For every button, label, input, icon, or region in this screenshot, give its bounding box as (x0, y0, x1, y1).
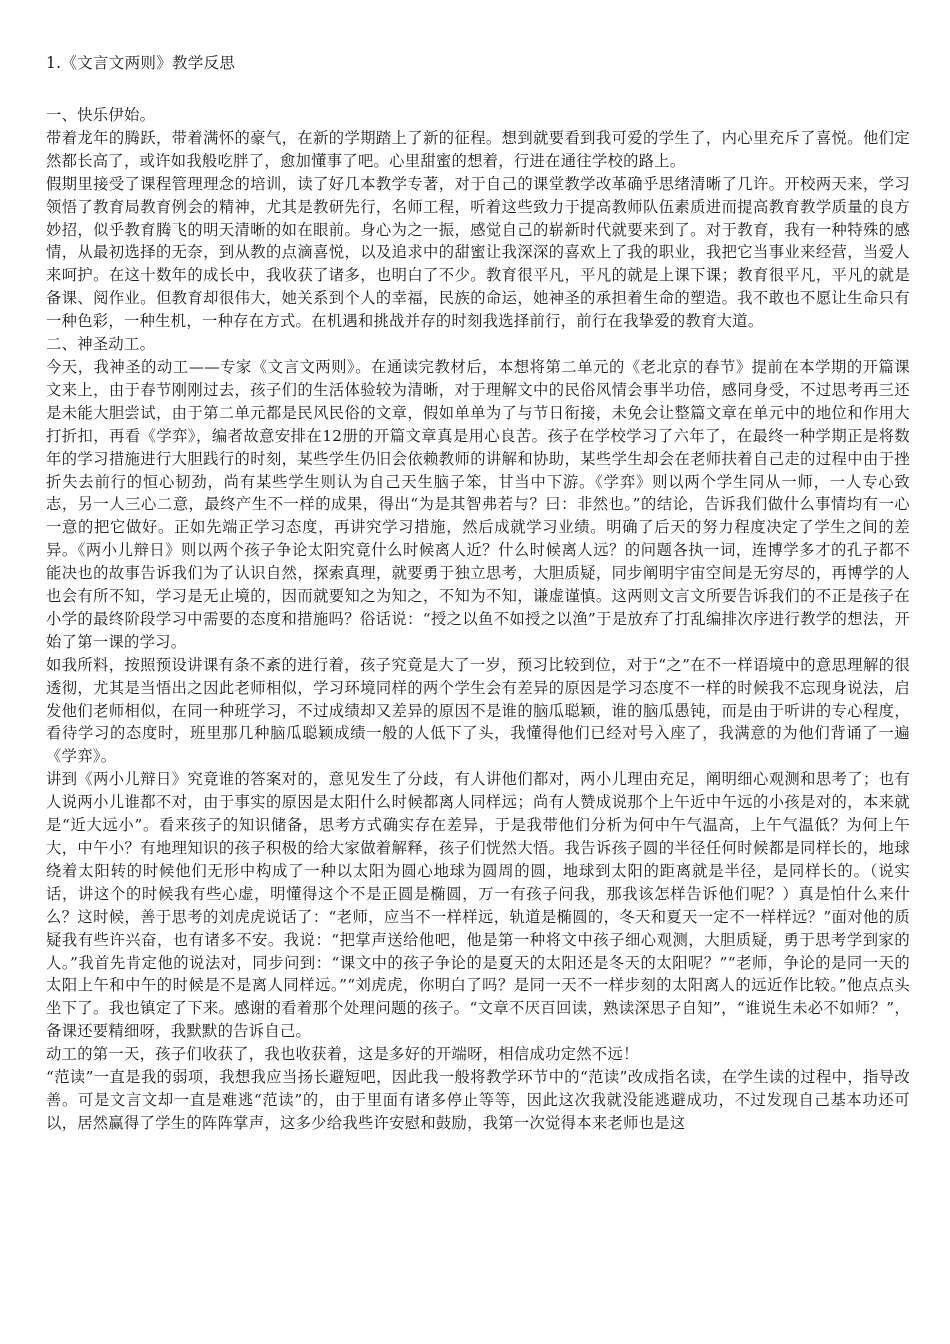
document-title: 1.《文言文两则》教学反思 (46, 54, 236, 72)
section-heading-2: 二、神圣动工。 (46, 335, 156, 354)
paragraph-first-day: 动工的第一天，孩子们收获了，我也收获着，这是多好的开端呀，相信成功定然不远！ (46, 1045, 639, 1064)
paragraph-fandu: “范读”一直是我的弱项，我想我应当扬长避短吧，因此我一般将教学环节中的“范读”改成指名读，在学生读的过程中，指导改善。可是文言文却一直是难逃“范读”的，由于里面有诸多停止等等，因此这次我就没能逃避成功，不过发现自己基本功还可以，居然赢得了学生的阵阵掌声，这多少给我些许安慰和鼓励，我第一次觉得本来老师也是这 (46, 1068, 910, 1132)
paragraph-training: 假期里接受了课程管理理念的培训，读了好几本教学专著，对于自己的课堂教学改革确乎思绪清晰了几许。开校两天来，学习领悟了教育局教育例会的精神，尤其是教研先行，名师工程，听着这些致力于提高教师队伍素质进而提高教育教学质量的良方妙招，似乎教育腾飞的明天清晰的如在眼前。身心为之一振，感觉自己的崭新时代就要来到了。对于教育，我有一种特殊的感情，从最初选择的无奈，到从教的点滴喜悦，以及追求中的甜蜜让我深深的喜欢上了我的职业，我把它当事业来经营，当爱人来呵护。在这十数年的成长中，我收获了诸多，也明白了不少。教育很平凡，平凡的就是上课下课；教育很平凡，平凡的就是备课、阅作业。但教育却很伟大，她关系到个人的幸福，民族的命运，她神圣的承担着生命的塑造。我不敢也不愿让生命只有一种色彩，一种生机，一种存在方式。在机遇和挑战并存的时刻我选择前行，前行在我挚爱的教育大道。 (46, 174, 910, 331)
paragraph-opening: 带着龙年的腾跃，带着满怀的豪气，在新的学期踏上了新的征程。想到就要看到我可爱的学生了，内心里充斥了喜悦。他们定然都长高了，或许如我般吃胖了，愈加懂事了吧。心里甜蜜的想着，行进在通往学校的路上。 (46, 128, 910, 170)
paragraph-liangxiaoer: 讲到《两小儿辩日》究竟谁的答案对的，意见发生了分歧，有人讲他们都对，两小儿理由充足，阐明细心观测和思考了；也有人说两小儿谁都不对，由于事实的原因是太阳什么时候都离人同样远；尚有人赞成说那个上午近中午远的小孩是对的，本来就是“近大远小”。看来孩子的知识储备，思考方式确实存在差异，于是我带他们分析为何中午气温高，上午气温低？为何上午大，中午小？有地理知识的孩子积极的给大家做着解释，孩子们恍然大悟。我告诉孩子圆的半径任何时候都是同样长的，地球绕着太阳转的时候他们无形中构成了一种以太阳为圆心地球为圆周的圆，地球到太阳的距离就是半径，是同样长的。（说实话，讲这个的时候我有些心虚，明懂得这个不是正圆是椭圆，万一有孩子问我，那我该怎样告诉他们呢？）真是怕什么来什么？这时候，善于思考的刘虎虎说话了：“老师，应当不一样样远，轨道是椭圆的，冬天和夏天一定不一样样远？”面对他的质疑我有些许兴奋，也有诸多不安。我说：“把掌声送给他吧，他是第一种将文中孩子细心观测，大胆质疑，勇于思考学到家的人。”我首先肯定他的说法对，同步问到：“课文中的孩子争论的是夏天的太阳还是冬天的太阳呢？”“老师，争论的是同一天的太阳上午和中午的时候是不是离人同样远。”“刘虎虎，你明白了吗？是同一天不一样步刻的太阳离人的远近作比较。”他点点头坐下了。我也镇定了下来。感谢的看着那个处理问题的孩子。“文章不厌百回读，熟读深思子自知”，“谁说生未必不如师？”，备课还要精细呀，我默默的告诉自己。 (46, 770, 910, 1041)
paragraph-lesson-plan: 今天，我神圣的动工——专家《文言文两则》。在通读完教材后，本想将第二单元的《老北京的春节》提前在本学期的开篇课文来上，由于春节刚刚过去，孩子们的生活体验较为清晰，对于理解文中的民俗风情会事半功倍，感同身受，不过思考再三还是未能大胆尝试，由于第二单元都是民风民俗的文章，假如单单为了与节日衔接，未免会让整篇文章在单元中的地位和作用大打折扣，再看《学弈》，编者故意安排在12册的开篇文章真是用心良苦。孩子在学校学习了六年了，在最终一种学期正是将数年的学习措施进行大胆践行的时刻，某些学生仍旧会依赖教师的讲解和协助，某些学生却会在老师扶着自己走的过程中由于挫折失去前行的恒心韧劲，尚有某些学生则认为自己天生脑子笨，甘当中下游。《学弈》则以两个学生同从一师，一人专心致志，另一人三心二意，最终产生不一样的成果，得出“为是其智弗若与？曰：非然也。”的结论，告诉我们做什么事情均有一心一意的把它做好。正如先端正学习态度，再讲究学习措施，然后成就学习业绩。明确了后天的努力程度决定了学生之间的差异。《两小儿辩日》则以两个孩子争论太阳究竟什么时候离人近？什么时候离人远？的问题各执一词，连博学多才的孔子都不能决也的故事告诉我们为了认识自然，探索真理，就要勇于独立思考，大胆质疑，同步阐明宇宙空间是无穷尽的，再博学的人也会有所不知，学习是无止境的，因而就要知之为知之，不知为不知，谦虚谨慎。这两则文言文所要告诉我们的不正是孩子在小学的最终阶段学习中需要的态度和措施吗？俗话说：“授之以鱼不如授之以渔”于是放弃了打乱编排次序进行教学的想法，开始了第一课的学习。 (46, 357, 910, 651)
paragraph-xueyi: 如我所料，按照预设讲课有条不紊的进行着，孩子究竟是大了一岁，预习比较到位，对于“之”在不一样语境中的意思理解的很透彻，尤其是当悟出之因此老师相似，学习环境同样的两个学生会有差异的原因是学习态度不一样的时候我不忘现身说法，启发他们老师相似，在同一种班学习，不过成绩却又差异的原因不是谁的脑瓜聪颖，谁的脑瓜愚钝，而是由于听讲的专心程度，看待学习的态度时，班里那几种脑瓜聪颖成绩一般的人低下了头，我懂得他们已经对号入座了，我满意的为他们背诵了一遍《学弈》。 (46, 655, 910, 766)
section-heading-1: 一、快乐伊始。 (46, 106, 156, 124)
